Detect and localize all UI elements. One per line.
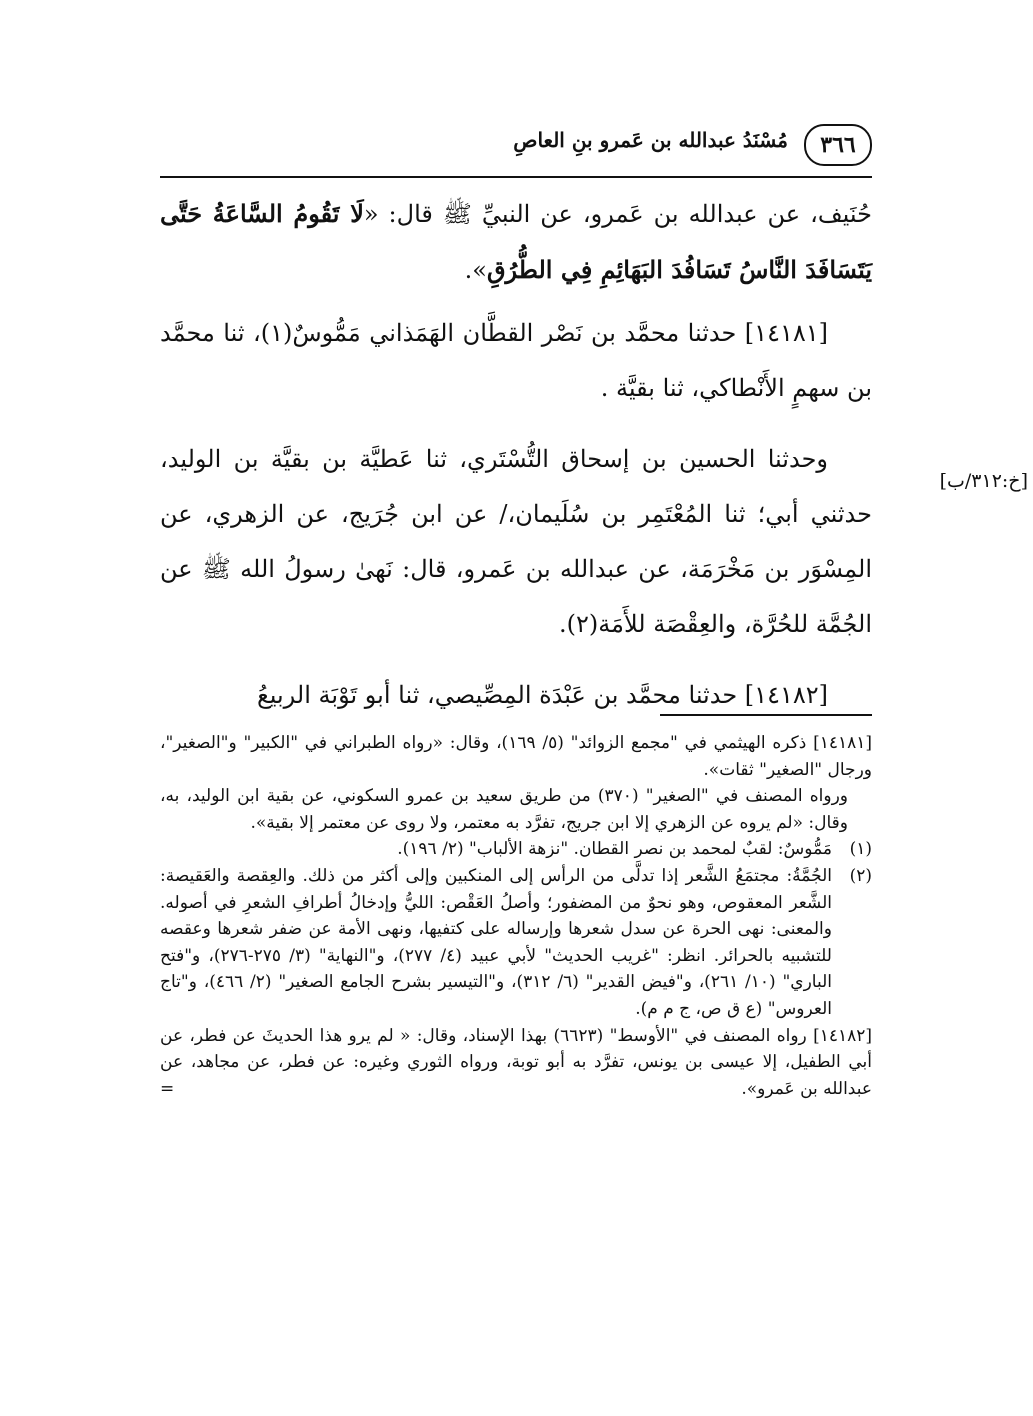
page-number: ٣٦٦ bbox=[804, 124, 872, 166]
paragraph-14181: [١٤١٨١] حدثنا محمَّد بن نَصْر القطَّان الهَمَذاني مَمُّوسٌ(١)، ثنا محمَّد بن سهمٍ الأَنْطاكي، ثنا بقيَّة . bbox=[160, 319, 872, 402]
footnote-1 bbox=[160, 836, 872, 863]
footnote-14181: [١٤١٨١] ذكره الهيثمي في "مجمع الزوائد" (٥/ ١٦٩)، وقال: «رواه الطبراني في "الكبير" و"الصغير"، ورجال "الصغير" ثقات». bbox=[160, 733, 872, 780]
paragraph-hadith-end bbox=[160, 186, 872, 298]
page-header bbox=[160, 118, 872, 176]
footnote-14182 bbox=[160, 1023, 872, 1103]
running-title: مُسْنَدُ عبدالله بن عَمرو بنِ العاصِ bbox=[513, 128, 788, 152]
footnote-2 bbox=[160, 863, 872, 1023]
footnote-1-text: مَمُّوسٌ: لقبٌ لمحمد بن نصر القطان. "نزهة الألباب" (٢/ ١٩٦). bbox=[397, 839, 832, 860]
narration-text: حُنَيف، عن عبدالله بن عَمرو، عن النبيِّ ﷺ قال: « bbox=[363, 200, 872, 228]
paragraph-chain-2: وحدثنا الحسين بن إسحاق التُّسْتَري، ثنا عَطيَّة بن بقيَّة بن الوليد، حدثني أبي؛ ثنا المُعْتَمِر بن سُلَيمان،/ عن ابن جُرَيج، عن الزهري، عن المِسْوَر بن مَخْرَمَة، عن عبدالله بن عَمرو، قال: نَهىٰ رسولُ الله ﷺ عن الجُمَّة للحُرَّة، والعِقْصَة للأَمَة(٢). bbox=[160, 445, 872, 638]
footnote-2-text: الجُمَّةُ: مجتمَعُ الشَّعر إذا تدلَّى من الرأس إلى المنكبين وإلى أكثر من ذلك. والعِقصة والعَقيصة: الشَّعر المعقوص، وهو نحوٌ من المضفور؛ وأصلُ العَقْص: الليُّ وإدخالُ أطرافِ الشعرِ في أصوله. والمعنى: نهى الحرة عن سدل شعرها وإرساله على كتفيها، ونهى الأمة عن ضفر شعرها وعقصه للتشبيه بالحرائر. انظر: "غريب الحديث" لأبي عبيد (٤/ ٢٧٧)، و"النهاية" (٣/ ٢٧٥-٢٧٦)، و"فتح الباري" (١٠/ ٢٦١)، و"فيض القدير" (٦/ ٣١٢)، و"التيسير بشرح الجامع الصغير" (٢/ ٤٦٦)، و"تاج العروس" (ع ق ص، ج م م). bbox=[160, 865, 833, 1019]
footnote-1-marker: (١) bbox=[849, 839, 872, 860]
footnote-14182-text: [١٤١٨٢] رواه المصنف في "الأوسط" (٦٦٢٣) بهذا الإسناد، وقال: « لم يرو هذا الحديثَ عن فطر، عن أبي الطفيل، إلا عيسى بن يونس، تفرَّد به أبو توبة، ورواه الثوري وغيره: عن فطر، عن مجاهد، عن عبدالله بن عَمرو». bbox=[160, 1025, 872, 1099]
main-text bbox=[160, 186, 872, 723]
footnote-2-marker: (٢) bbox=[849, 865, 872, 886]
footnotes bbox=[160, 730, 872, 1102]
manuscript-folio-note: [خ:٣١٢/ب] bbox=[939, 470, 1028, 492]
continuation-mark: = bbox=[160, 1078, 175, 1099]
quote-close: ». bbox=[464, 256, 487, 284]
footnote-divider bbox=[660, 714, 872, 716]
paragraph-14182: [١٤١٨٢] حدثنا محمَّد بن عَبْدَة المِصِّيصي، ثنا أبو تَوْبَة الربيعُ bbox=[256, 681, 828, 709]
header-divider bbox=[160, 176, 872, 178]
footnote-14181-continued: ورواه المصنف في "الصغير" (٣٧٠) من طريق سعيد بن عمرو السكوني، عن بقية ابن الوليد، به، وقال: «لم يروه عن الزهري إلا ابن جريج، تفرَّد به معتمر، ولا روى عن معتمر إلا بقية». bbox=[160, 786, 849, 833]
hadith-text: لَا تَقُومُ السَّاعَةُ حَتَّى يَتَسَافَدَ النَّاسُ تَسَافُدَ البَهَائِمِ فِي الطُّرُقِ bbox=[160, 199, 872, 284]
